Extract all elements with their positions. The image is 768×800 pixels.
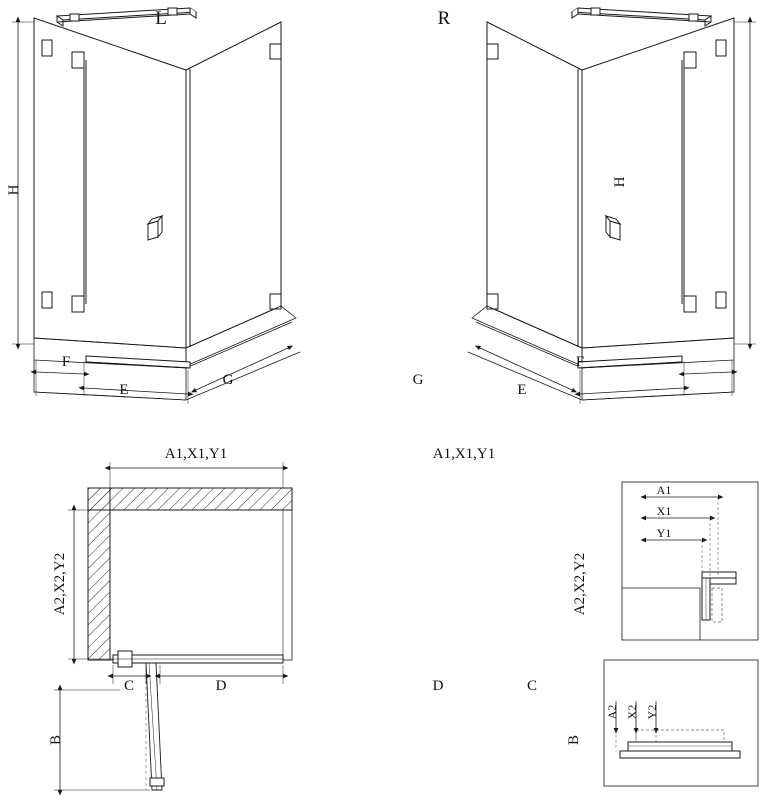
- label-plan-left-c: C: [123, 678, 135, 694]
- label-plan-left-top: A1,X1,Y1: [164, 446, 228, 462]
- label-plan-right-d: D: [432, 678, 444, 694]
- view-plan-left: [54, 462, 292, 790]
- label-plan-right-top: A1,X1,Y1: [432, 446, 496, 462]
- label-detail-y2: Y2: [645, 704, 659, 720]
- label-detail-y1: Y1: [656, 526, 672, 540]
- view-isometric-left: [12, 8, 300, 404]
- label-detail-x2: X2: [625, 704, 639, 720]
- label-detail-a2: A2: [605, 704, 619, 720]
- label-detail-a1: A1: [656, 483, 672, 497]
- view-detail-top: [622, 482, 758, 640]
- label-plan-left-side: A2,X2,Y2: [52, 552, 68, 616]
- label-height-left: H: [6, 184, 22, 196]
- label-detail-x1: X1: [656, 504, 672, 518]
- label-right-f: F: [575, 354, 585, 370]
- label-left-f: F: [61, 354, 71, 370]
- label-plan-right-c: C: [526, 678, 538, 694]
- view-detail-bottom: [604, 660, 758, 786]
- label-height-right: H: [612, 176, 628, 188]
- label-plan-right-b: B: [566, 734, 582, 746]
- label-left-view: L: [155, 8, 167, 29]
- label-right-g: G: [412, 372, 424, 388]
- label-left-e: E: [119, 382, 129, 398]
- label-plan-left-d: D: [215, 678, 227, 694]
- label-left-g: G: [222, 372, 234, 388]
- label-right-e: E: [517, 382, 527, 398]
- label-right-view: R: [437, 8, 451, 29]
- label-plan-left-b: B: [48, 734, 64, 746]
- view-isometric-right: [468, 8, 756, 404]
- label-plan-right-side: A2,X2,Y2: [572, 552, 588, 616]
